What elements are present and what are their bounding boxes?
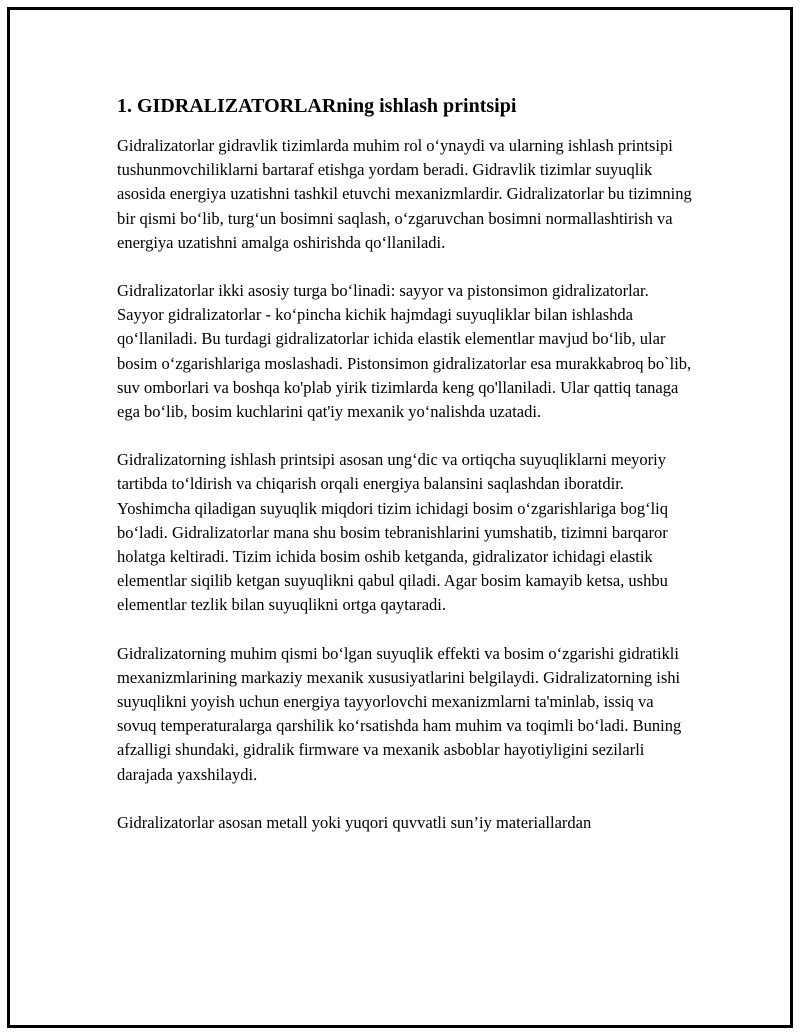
paragraph-2: Gidralizatorlar ikki asosiy turga bo‘linadi: sayyor va pistonsimon gidralizatorlar. Sayyor gidralizatorlar - ko‘pincha kichik hajmdagi suyuqliklar bilan ishlashda qo‘llaniladi. Bu turdagi gidralizatorlar ichida elastik elementlar mavjud bo‘lib, ular bosim o‘zgarishlariga moslashadi. Pistonsimon gidralizatorlar esa murakkabroq bo`lib, suv omborlari va boshqa ko'plab yirik tizimlarda keng qo'llaniladi. Ular qattiq tanaga ega bo‘lib, bosim kuchlarini qat'iy mexanik yo‘nalishda uzatadi. <box>117 281 692 422</box>
paragraph-3: Gidralizatorning ishlash printsipi asosan ung‘dic va ortiqcha suyuqliklarni meyoriy tartibda to‘ldirish va chiqarish orqali energiya balansini saqlashdan iboratdir. Yoshimcha qiladigan suyuqlik miqdori tizim ichidagi bosim o‘zgarishlariga bog‘liq bo‘ladi. Gidralizatorlar mana shu bosim tebranishlarini yumshatib, tizimni barqaror holatga keltiradi. Tizim ichida bosim oshib ketganda, gidralizator ichidagi elastik elementlar siqilib ketgan suyuqlikni qabul qiladi. Agar bosim kamayib ketsa, ushbu elementlar tezlik bilan suyuqlikni ortga qaytaradi. <box>117 450 669 615</box>
paragraph-5: Gidralizatorlar asosan metall yoki yuqori quvvatli sun’iy materiallardan <box>117 812 592 832</box>
paragraph-1: Gidralizatorlar gidravlik tizimlarda muhim rol o‘ynaydi va ularning ishlash printsipi tushunmovchiliklarni bartaraf etishga yordam beradi. Gidravlik tizimlar suyuqlik asosida energiya uzatishni tashkil etuvchi mexanizmlardir. Gidralizatorlar bu tizimning bir qismi bo‘lib, turg‘un bosimni saqlash, o‘zgaruvchan bosimni normallashtirish va energiya uzatishni amalga oshirishda qo‘llaniladi. <box>117 136 692 252</box>
paragraph-4: Gidralizatorning muhim qismi bo‘lgan suyuqlik effekti va bosim o‘zgarishi gidratikli mexanizmlarining markaziy mexanik xususiyatlarini belgilaydi. Gidralizatorning ishi suyuqlikni yoyish uchun energiya tayyorlovchi mexanizmlarni ta'minlab, issiq va sovuq temperaturalarga qarshilik ko‘rsatishda ham muhim va toqimli bo‘ladi. Buning afzalligi shundaki, gidralik firmware va mexanik asboblar hayotiyligini sezilarli darajada yaxshilaydi. <box>117 643 682 784</box>
document-body <box>117 93 697 859</box>
section-heading: 1. GIDRALIZATORLARning ishlash printsipi <box>117 95 517 117</box>
